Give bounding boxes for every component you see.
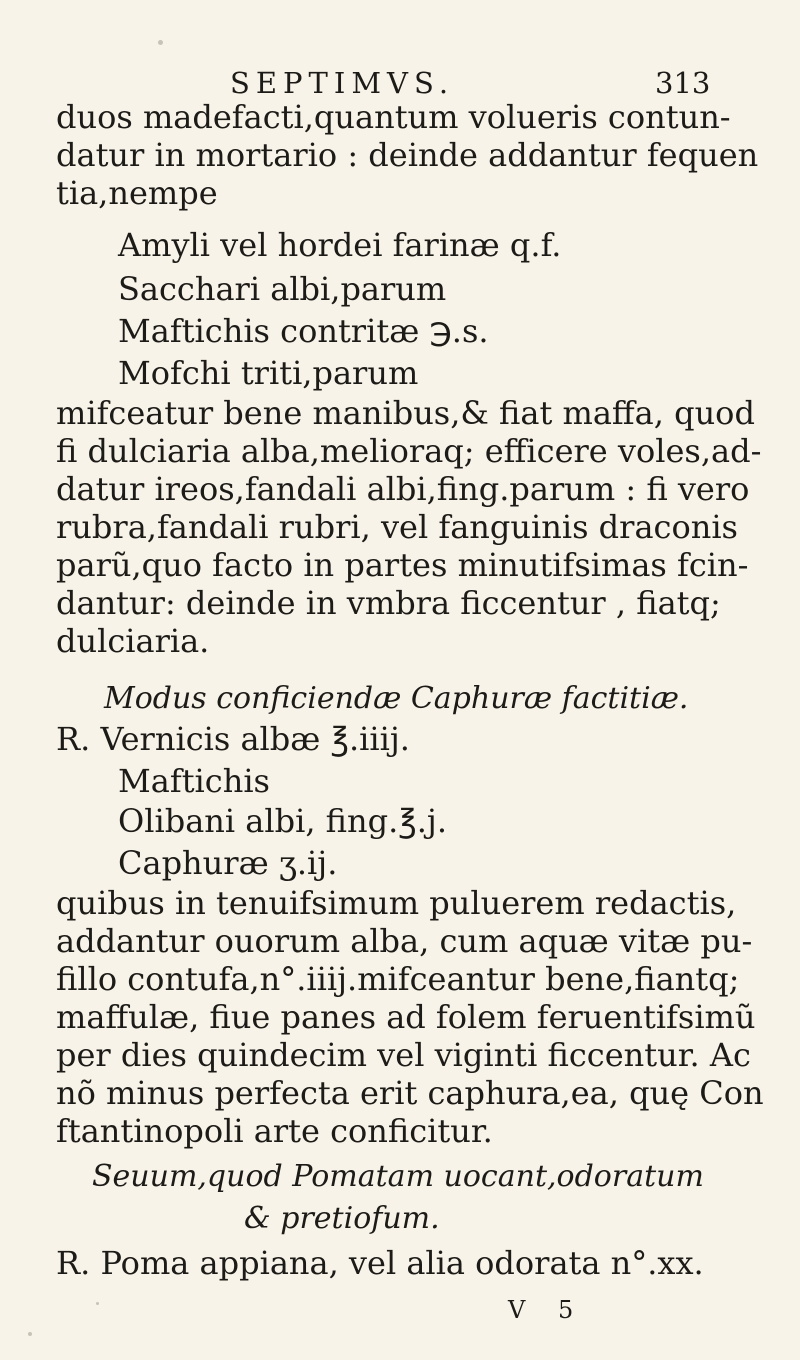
text-line: quibus in tenuifsimum puluerem redactis, xyxy=(56,884,737,922)
section-heading-continued: & pretiofum. xyxy=(244,1201,440,1236)
text-line: ftantinopoli arte conficitur. xyxy=(56,1112,493,1150)
text-line: rubra,fandali rubri, vel fanguinis draconis xyxy=(56,508,738,546)
text-line: dantur: deinde in vmbra ficcentur , fiatq; xyxy=(56,584,721,622)
text-line: per dies quindecim vel viginti ficcentur. Ac xyxy=(56,1036,751,1074)
text-line: addantur ouorum alba, cum aquæ vitæ pu- xyxy=(56,922,753,960)
recipe-line: R. Poma appiana, vel alia odorata n°.xx. xyxy=(56,1244,704,1282)
text-line: nõ minus perfecta erit caphura,ea, quę Con xyxy=(56,1074,764,1112)
text-line: parũ,quo facto in partes minutifsimas fcin- xyxy=(56,546,749,584)
paper-speck xyxy=(96,1302,99,1305)
ingredient-line: Caphuræ ʒ.ij. xyxy=(118,844,338,882)
section-heading: Seuum,quod Pomatam uocant,odoratum xyxy=(92,1159,704,1194)
text-line: maffulæ, fiue panes ad folem feruentifsimũ xyxy=(56,998,756,1036)
text-line: tia,nempe xyxy=(56,174,218,212)
recipe-line: R. Vernicis albæ ℥.iiij. xyxy=(56,720,410,758)
signature-letter: V xyxy=(508,1296,526,1324)
ingredient-line: Sacchari albi,parum xyxy=(118,270,447,308)
section-heading: Modus conficiendæ Caphuræ factitiæ. xyxy=(104,681,689,716)
running-title: SEPTIMVS. xyxy=(230,66,455,100)
text-line: datur ireos,fandali albi,fing.parum : fi vero xyxy=(56,470,750,508)
text-line: datur in mortario : deinde addantur fequen xyxy=(56,136,759,174)
paper-speck xyxy=(28,1332,32,1336)
page-number: 313 xyxy=(655,66,711,100)
text-line: fi dulciaria alba,melioraq; efficere voles,ad- xyxy=(56,432,762,470)
ingredient-line: Maftichis xyxy=(118,762,270,800)
signature-number: 5 xyxy=(558,1296,574,1324)
text-line: dulciaria. xyxy=(56,622,210,660)
text-line: mifceatur bene manibus,& fiat maffa, quod xyxy=(56,394,755,432)
ingredient-line: Maftichis contritæ ℈.s. xyxy=(118,312,489,350)
paper-speck xyxy=(158,40,163,45)
ingredient-line: Olibani albi, fing.℥.j. xyxy=(118,802,448,840)
ingredient-line: Mofchi triti,parum xyxy=(118,354,419,392)
text-line: duos madefacti,quantum volueris contun- xyxy=(56,98,731,136)
ingredient-line: Amyli vel hordei farinæ q.f. xyxy=(118,226,562,264)
text-line: fillo contufa,n°.iiij.mifceantur bene,fiantq; xyxy=(56,960,740,998)
